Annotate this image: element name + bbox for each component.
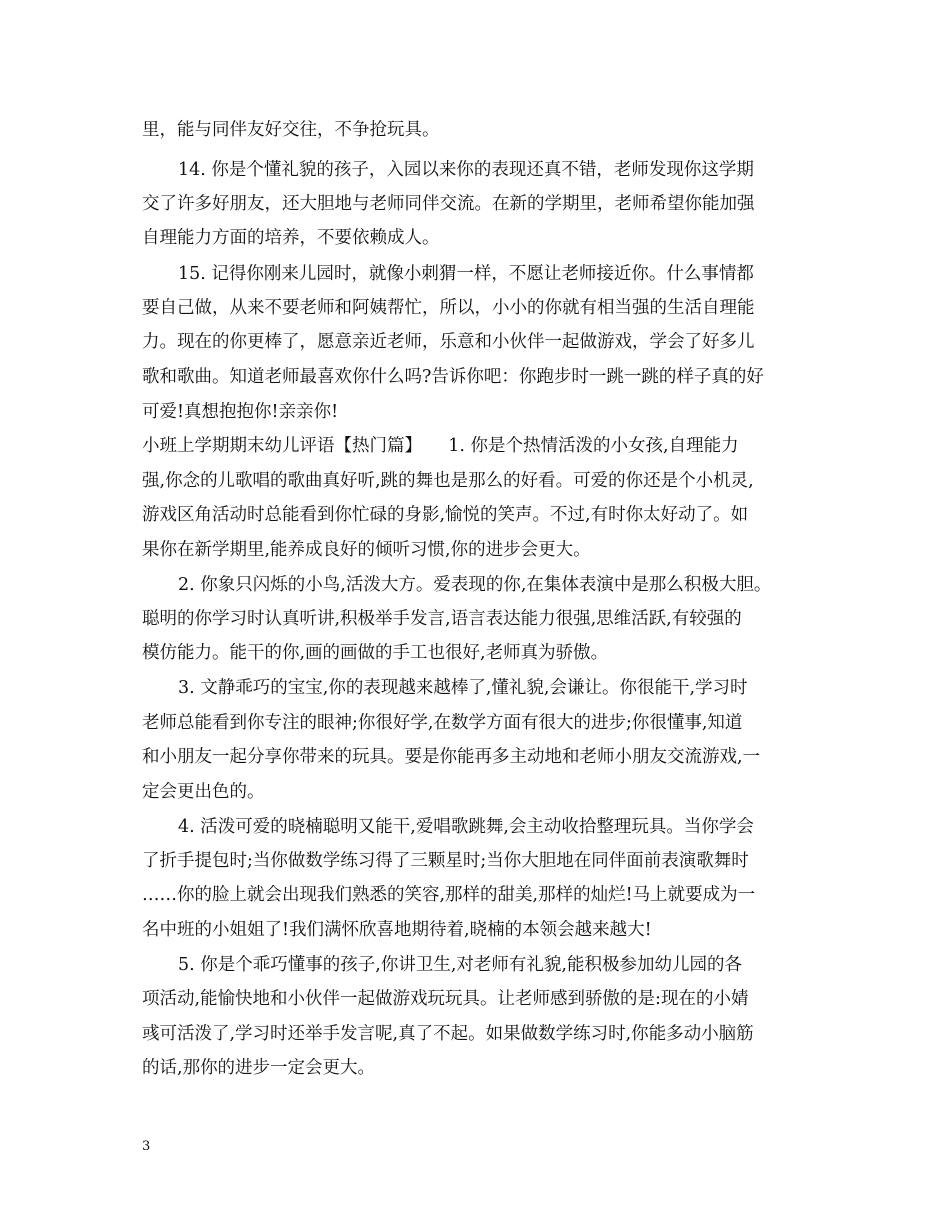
text-line: 老师总能看到你专注的眼神;你很好学,在数学方面有很大的进步;你很懂事,知道: [142, 713, 743, 733]
text-line: 游戏区角活动时总能看到你忙碌的身影,愉悦的笑声。不过,有时你太好动了。如: [142, 505, 749, 525]
text-line: 15. 记得你刚来儿园时，就像小刺猬一样，不愿让老师接近你。什么事情都: [178, 264, 754, 284]
text-line: 5. 你是个乖巧懂事的孩子,你讲卫生,对老师有礼貌,能积极参加幼儿园的各: [178, 955, 742, 975]
text-line: 自理能力方面的培养，不要依赖成人。: [142, 228, 440, 248]
text-line: 项活动,能愉快地和小伙伴一起做游戏玩玩具。让老师感到骄傲的是:现在的小婧: [142, 989, 749, 1009]
text-line: 要自己做，从来不要老师和阿姨帮忙，所以，小小的你就有相当强的生活自理能: [142, 298, 755, 318]
text-line: 和小朋友一起分享你带来的玩具。要是你能再多主动地和老师小朋友交流游戏,一: [142, 747, 761, 767]
text-line: 名中班的小姐姐了!我们满怀欣喜地期待着,晓楠的本领会越来越大!: [142, 920, 652, 940]
text-line: 交了许多好朋友，还大胆地与老师同伴交流。在新的学期里，老师希望你能加强: [142, 194, 755, 214]
text-line: 2. 你象只闪烁的小鸟,活泼大方。爱表现的你,在集体表演中是那么积极大胆。: [178, 575, 772, 595]
text-line: 聪明的你学习时认真听讲,积极举手发言,语言表达能力很强,思维活跃,有较强的: [142, 609, 742, 629]
text-line: 模仿能力。能干的你,画的画做的手工也很好,老师真为骄傲。: [142, 643, 609, 663]
text-line: 可爱!真想抱抱你!亲亲你!: [142, 402, 339, 422]
text-line: 彧可活泼了,学习时还举手发言呢,真了不起。如果做数学练习时,你能多动小脑筋: [142, 1024, 754, 1044]
section-heading-line: 小班上学期期末幼儿评语【热门篇】 1. 你是个热情活泼的小女孩,自理能力: [142, 436, 739, 456]
text-line: 力。现在的你更棒了，愿意亲近老师，乐意和小伙伴一起做游戏，学会了好多儿: [142, 332, 755, 352]
text-line: 里，能与同伴友好交往，不争抢玩具。: [142, 120, 440, 140]
text-line: 强,你念的儿歌唱的歌曲真好听,跳的舞也是那么的好看。可爱的你还是个小机灵,: [142, 471, 754, 491]
text-line: 歌和歌曲。知道老师最喜欢你什么吗?告诉你吧：你跑步时一跳一跳的样子真的好: [142, 367, 764, 387]
text-line: 定会更出色的。: [142, 782, 265, 802]
text-line: ……你的脸上就会出现我们熟悉的笑容,那样的甜美,那样的灿烂!马上就要成为一: [142, 885, 756, 905]
text-line: 4. 活泼可爱的晓楠聪明又能干,爱唱歌跳舞,会主动收拾整理玩具。当你学会: [178, 817, 754, 837]
text-line: 果你在新学期里,能养成良好的倾听习惯,你的进步会更大。: [142, 540, 591, 560]
text-line: 3. 文静乖巧的宝宝,你的表现越来越棒了,懂礼貌,会谦让。你很能干,学习时: [178, 678, 748, 698]
page-number: 3: [142, 1139, 151, 1154]
text-line: 了折手提包时;当你做数学练习得了三颗星时;当你大胆地在同伴面前表演歌舞时: [142, 851, 749, 871]
text-line: 14. 你是个懂礼貌的孩子，入园以来你的表现还真不错，老师发现你这学期: [178, 160, 754, 180]
text-line: 的话,那你的进步一定会更大。: [142, 1058, 376, 1078]
